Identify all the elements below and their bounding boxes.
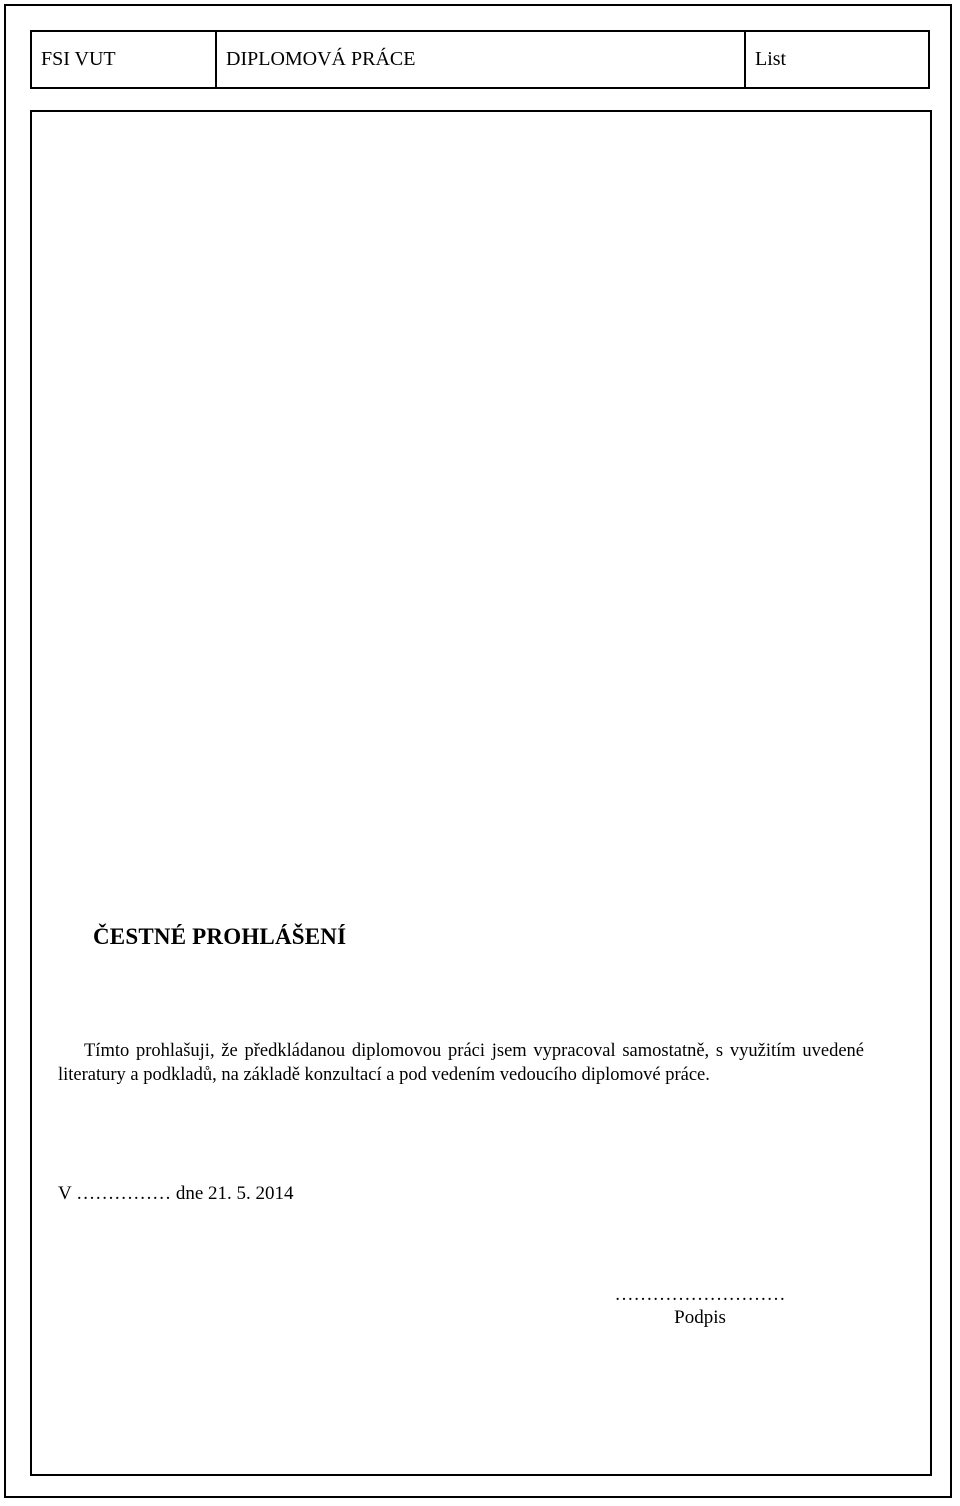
place-and-date: V …………… dne 21. 5. 2014 — [58, 1183, 294, 1204]
signature-block — [590, 1283, 810, 1329]
header-sheet-label: List — [755, 48, 787, 70]
signature-label: Podpis — [674, 1307, 726, 1328]
page-header — [30, 30, 930, 89]
declaration-text: Tímto prohlašuji, že předkládanou diplomovou práci jsem vypracoval samostatně, s využitím uvedené literatury a podkladů, na základě konzultací a pod vedením vedoucího diplomové práce. — [58, 1041, 864, 1085]
header-document-type: DIPLOMOVÁ PRÁCE — [217, 32, 746, 87]
signature-line: ……………………… — [614, 1284, 786, 1305]
content-frame — [30, 110, 932, 1476]
declaration-title: ČESTNÉ PROHLÁŠENÍ — [93, 924, 347, 949]
header-faculty: FSI VUT — [32, 32, 217, 87]
